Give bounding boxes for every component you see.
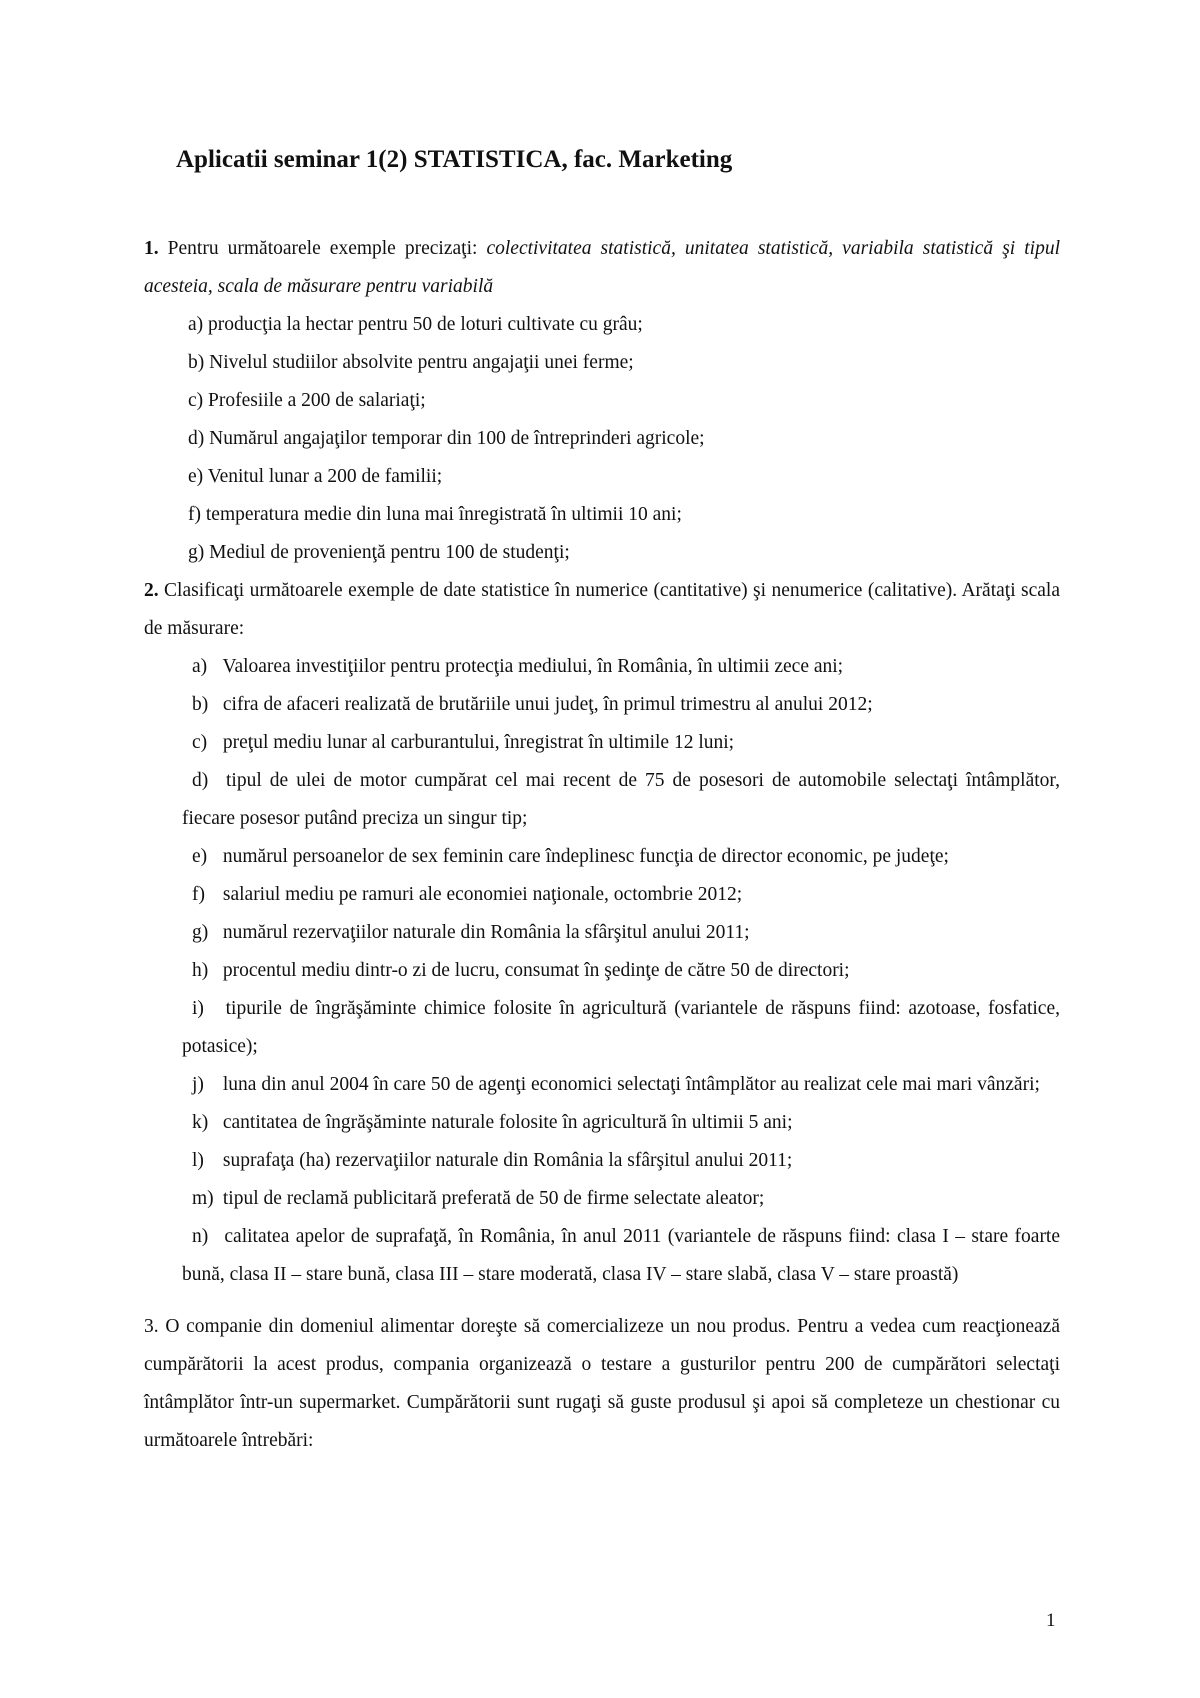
item-letter: f): [188, 504, 201, 525]
item-text: suprafaţa (ha) rezervaţiilor naturale din România la sfârşitul anului 2011;: [222, 1150, 793, 1171]
item-text: Numărul angajaţilor temporar din 100 de întreprinderi agricole;: [209, 428, 705, 449]
list-item: [144, 1180, 1060, 1218]
list-item: [144, 420, 1060, 458]
item-letter: l): [192, 1150, 204, 1171]
item-text: cifra de afaceri realizată de brutăriile unui judeţ, în primul trimestru al anului 2012;: [222, 694, 873, 715]
item-text: calitatea apelor de suprafaţă, în România, în anul 2011 (variantele de răspuns fiind: clasa I – stare foarte bună, clasa II – stare bună, clasa III – stare moderată, clasa IV – stare slabă, clasa V – stare proastă): [182, 1226, 1061, 1285]
item-text: procentul mediu dintr-o zi de lucru, consumat în şedinţe de către 50 de directori;: [222, 960, 850, 981]
exercise-3-statement: 3. O companie din domeniul alimentar doreşte să comercializeze un nou produs. Pentru a vedea cum reacţionează cumpărătorii la acest produs, compania organizează o testare a gusturilor pentru 200 de cumpărători selectaţi întâmplător într-un supermarket. Cumpărătorii sunt rugaţi să guste produsul şi apoi să completeze un chestionar cu următoarele întrebări:: [144, 1316, 1060, 1451]
page-number: 1: [1046, 1610, 1056, 1631]
item-text: producţia la hectar pentru 50 de loturi cultivate cu grâu;: [208, 314, 643, 335]
list-item: [144, 344, 1060, 382]
list-item: [144, 1066, 1060, 1104]
item-letter: e): [192, 846, 208, 867]
item-text: luna din anul 2004 în care 50 de agenţi economici selectaţi întâmplător au realizat cele mai mari vânzări;: [222, 1074, 1040, 1095]
list-item: [144, 686, 1060, 724]
list-item: [144, 458, 1060, 496]
item-text: numărul persoanelor de sex feminin care îndeplinesc funcţia de director economic, pe judeţe;: [222, 846, 949, 867]
item-letter: c): [192, 732, 208, 753]
exercise-1-list: [144, 306, 1060, 572]
item-letter: f): [192, 884, 205, 905]
item-letter: d): [192, 770, 209, 791]
item-text: Profesiile a 200 de salariaţi;: [208, 390, 426, 411]
item-letter: k): [192, 1112, 209, 1133]
item-text: preţul mediu lunar al carburantului, înregistrat în ultimile 12 luni;: [222, 732, 735, 753]
list-item: [144, 1218, 1060, 1294]
list-item: [144, 838, 1060, 876]
item-text: Venitul lunar a 200 de familii;: [207, 466, 443, 487]
item-letter: n): [192, 1226, 209, 1247]
exercise-2-statement: [144, 572, 1060, 648]
list-item: [144, 914, 1060, 952]
exercise-2-intro: Clasificaţi următoarele exemple de date statistice în numerice (cantitative) şi nenumerice (calitative). Arătaţi scala de măsurare:: [144, 580, 1060, 639]
item-text: Valoarea investiţiilor pentru protecţia mediului, în România, în ultimii zece ani;: [222, 656, 844, 677]
list-item: [144, 876, 1060, 914]
item-text: Nivelul studiilor absolvite pentru angajaţii unei ferme;: [209, 352, 634, 373]
item-letter: m): [192, 1188, 214, 1209]
item-text: cantitatea de îngrăşăminte naturale folosite în agricultură în ultimii 5 ani;: [222, 1112, 793, 1133]
exercise-2-list: [144, 648, 1060, 1294]
item-letter: j): [192, 1074, 204, 1095]
list-item: [144, 724, 1060, 762]
item-letter: h): [192, 960, 209, 981]
exercise-1-number: 1.: [144, 238, 159, 259]
item-text: tipul de reclamă publicitară preferată de 50 de firme selectate aleator;: [222, 1188, 765, 1209]
item-letter: a): [188, 314, 204, 335]
list-item: [144, 534, 1060, 572]
item-text: salariul mediu pe ramuri ale economiei naţionale, octombrie 2012;: [222, 884, 743, 905]
item-letter: d): [188, 428, 205, 449]
list-item: [144, 762, 1060, 838]
exercise-1-intro: Pentru următoarele exemple precizaţi:: [158, 238, 487, 259]
list-item: [144, 648, 1060, 686]
list-item: [144, 1104, 1060, 1142]
exercise-1-italic-requirements: colectivitatea statistică, unitatea statistică, variabila statistică şi tipul acesteia, scala de măsurare pentru variabilă: [144, 238, 1060, 297]
item-letter: g): [188, 542, 205, 563]
list-item: [144, 990, 1060, 1066]
item-text: temperatura medie din luna mai înregistrată în ultimii 10 ani;: [205, 504, 682, 525]
list-item: [144, 306, 1060, 344]
item-text: numărul rezervaţiilor naturale din România la sfârşitul anului 2011;: [222, 922, 750, 943]
list-item: [144, 496, 1060, 534]
list-item: [144, 1142, 1060, 1180]
item-letter: e): [188, 466, 204, 487]
item-letter: g): [192, 922, 209, 943]
item-text: tipul de ulei de motor cumpărat cel mai recent de 75 de posesori de automobile selectaţi întâmplător, fiecare posesor putând preciza un singur tip;: [182, 770, 1061, 829]
document-body: [144, 230, 1060, 1460]
item-letter: a): [192, 656, 208, 677]
item-letter: c): [188, 390, 204, 411]
document-title: Aplicatii seminar 1(2) STATISTICA, fac. Marketing: [176, 146, 733, 173]
list-item: [144, 382, 1060, 420]
exercise-1-statement: [144, 230, 1060, 306]
item-text: Mediul de provenienţă pentru 100 de studenţi;: [209, 542, 570, 563]
exercise-2-number: 2.: [144, 580, 159, 601]
item-letter: b): [188, 352, 205, 373]
list-item: [144, 952, 1060, 990]
item-text: tipurile de îngrăşăminte chimice folosite în agricultură (variantele de răspuns fiind: azotoase, fosfatice, potasice);: [182, 998, 1060, 1057]
item-letter: b): [192, 694, 209, 715]
item-letter: i): [192, 998, 204, 1019]
